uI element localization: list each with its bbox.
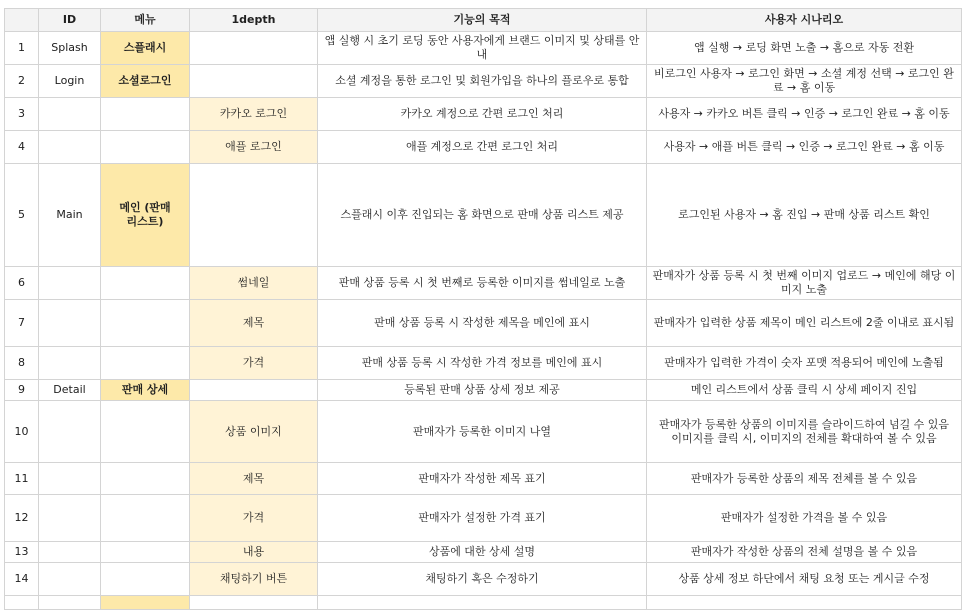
table-row bbox=[5, 267, 962, 300]
depth-cell[interactable] bbox=[190, 380, 318, 401]
row-number-cell[interactable]: 3 bbox=[5, 98, 39, 131]
table-row bbox=[5, 495, 962, 542]
header-row bbox=[5, 9, 962, 32]
menu-cell[interactable] bbox=[101, 300, 190, 347]
scenario-cell[interactable]: 상품 상세 정보 하단에서 채팅 요청 또는 게시글 수정 bbox=[647, 563, 962, 596]
depth-cell[interactable]: 제목 bbox=[190, 300, 318, 347]
scenario-cell[interactable] bbox=[647, 596, 962, 610]
id-cell[interactable] bbox=[39, 542, 101, 563]
id-cell[interactable] bbox=[39, 596, 101, 610]
row-number-cell[interactable]: 1 bbox=[5, 32, 39, 65]
row-number-cell[interactable]: 6 bbox=[5, 267, 39, 300]
menu-cell[interactable] bbox=[101, 495, 190, 542]
menu-cell[interactable] bbox=[101, 267, 190, 300]
purpose-cell[interactable]: 판매 상품 등록 시 작성한 제목을 메인에 표시 bbox=[318, 300, 647, 347]
menu-cell[interactable] bbox=[101, 401, 190, 463]
purpose-cell[interactable]: 판매자가 등록한 이미지 나열 bbox=[318, 401, 647, 463]
row-number-cell[interactable]: 4 bbox=[5, 131, 39, 164]
scenario-cell[interactable]: 판매자가 상품 등록 시 첫 번째 이미지 업로드 → 메인에 해당 이미지 노출 bbox=[647, 267, 962, 300]
table-row bbox=[5, 542, 962, 563]
purpose-cell[interactable]: 등록된 판매 상품 상세 정보 제공 bbox=[318, 380, 647, 401]
depth-cell[interactable]: 제목 bbox=[190, 463, 318, 495]
row-number-cell[interactable]: 9 bbox=[5, 380, 39, 401]
row-number-cell[interactable]: 11 bbox=[5, 463, 39, 495]
scenario-cell[interactable]: 판매자가 작성한 상품의 전체 설명을 볼 수 있음 bbox=[647, 542, 962, 563]
id-cell[interactable] bbox=[39, 563, 101, 596]
header-cell-depth[interactable]: 1depth bbox=[190, 9, 318, 32]
id-cell[interactable] bbox=[39, 347, 101, 380]
id-cell[interactable] bbox=[39, 401, 101, 463]
menu-cell[interactable] bbox=[101, 542, 190, 563]
depth-cell[interactable]: 가격 bbox=[190, 495, 318, 542]
table-row bbox=[5, 401, 962, 463]
id-cell[interactable]: Login bbox=[39, 65, 101, 98]
depth-cell[interactable]: 애플 로그인 bbox=[190, 131, 318, 164]
depth-cell[interactable]: 카카오 로그인 bbox=[190, 98, 318, 131]
depth-cell[interactable] bbox=[190, 32, 318, 65]
purpose-cell[interactable]: 스플래시 이후 진입되는 홈 화면으로 판매 상품 리스트 제공 bbox=[318, 164, 647, 267]
scenario-cell[interactable]: 앱 실행 → 로딩 화면 노출 → 홈으로 자동 전환 bbox=[647, 32, 962, 65]
header-cell-scenario[interactable]: 사용자 시나리오 bbox=[647, 9, 962, 32]
header-cell-id[interactable]: ID bbox=[39, 9, 101, 32]
purpose-cell[interactable]: 판매자가 설정한 가격 표기 bbox=[318, 495, 647, 542]
table-row bbox=[5, 131, 962, 164]
header-cell-menu[interactable]: 메뉴 bbox=[101, 9, 190, 32]
scenario-cell[interactable]: 메인 리스트에서 상품 클릭 시 상세 페이지 진입 bbox=[647, 380, 962, 401]
row-number-cell[interactable]: 12 bbox=[5, 495, 39, 542]
row-number-cell[interactable]: 7 bbox=[5, 300, 39, 347]
scenario-cell[interactable]: 로그인된 사용자 → 홈 진입 → 판매 상품 리스트 확인 bbox=[647, 164, 962, 267]
menu-cell[interactable] bbox=[101, 98, 190, 131]
id-cell[interactable] bbox=[39, 267, 101, 300]
scenario-cell[interactable]: 판매자가 입력한 가격이 숫자 포맷 적용되어 메인에 노출됨 bbox=[647, 347, 962, 380]
id-cell[interactable] bbox=[39, 463, 101, 495]
scenario-cell[interactable]: 비로그인 사용자 → 로그인 화면 → 소셜 계정 선택 → 로그인 완료 → 홈 이동 bbox=[647, 65, 962, 98]
purpose-cell[interactable]: 판매자가 작성한 제목 표기 bbox=[318, 463, 647, 495]
purpose-cell[interactable]: 애플 계정으로 간편 로그인 처리 bbox=[318, 131, 647, 164]
scenario-cell[interactable]: 판매자가 등록한 상품의 이미지를 슬라이드하여 넘길 수 있음 이미지를 클릭 시, 이미지의 전체를 확대하여 볼 수 있음 bbox=[647, 401, 962, 463]
purpose-cell[interactable] bbox=[318, 596, 647, 610]
depth-cell[interactable] bbox=[190, 65, 318, 98]
row-number-cell[interactable]: 8 bbox=[5, 347, 39, 380]
depth-cell[interactable]: 채팅하기 버튼 bbox=[190, 563, 318, 596]
depth-cell[interactable]: 썸네일 bbox=[190, 267, 318, 300]
scenario-cell[interactable]: 판매자가 입력한 상품 제목이 메인 리스트에 2줄 이내로 표시됨 bbox=[647, 300, 962, 347]
menu-cell[interactable] bbox=[101, 347, 190, 380]
feature-spec-table bbox=[4, 8, 962, 610]
row-number-cell[interactable]: 2 bbox=[5, 65, 39, 98]
table-row bbox=[5, 65, 962, 98]
header-cell-purpose[interactable]: 기능의 목적 bbox=[318, 9, 647, 32]
scenario-cell[interactable]: 판매자가 등록한 상품의 제목 전체를 볼 수 있음 bbox=[647, 463, 962, 495]
table-row bbox=[5, 380, 962, 401]
menu-cell[interactable]: 스플래시 bbox=[101, 32, 190, 65]
header-cell-row-number[interactable] bbox=[5, 9, 39, 32]
depth-cell[interactable]: 내용 bbox=[190, 542, 318, 563]
id-cell[interactable]: Detail bbox=[39, 380, 101, 401]
menu-cell[interactable]: 판매 상세 bbox=[101, 380, 190, 401]
menu-cell[interactable]: 소셜로그인 bbox=[101, 65, 190, 98]
purpose-cell[interactable]: 앱 실행 시 초기 로딩 동안 사용자에게 브랜드 이미지 및 상태를 안내 bbox=[318, 32, 647, 65]
scenario-cell[interactable]: 판매자가 설정한 가격을 볼 수 있음 bbox=[647, 495, 962, 542]
id-cell[interactable] bbox=[39, 131, 101, 164]
table-row bbox=[5, 98, 962, 131]
row-number-cell[interactable]: 5 bbox=[5, 164, 39, 267]
table-row bbox=[5, 32, 962, 65]
row-number-cell[interactable] bbox=[5, 596, 39, 610]
menu-cell[interactable] bbox=[101, 596, 190, 610]
row-number-cell[interactable]: 13 bbox=[5, 542, 39, 563]
purpose-cell[interactable]: 판매 상품 등록 시 작성한 가격 정보를 메인에 표시 bbox=[318, 347, 647, 380]
table-row bbox=[5, 563, 962, 596]
table-row bbox=[5, 300, 962, 347]
row-number-cell[interactable]: 10 bbox=[5, 401, 39, 463]
table-row bbox=[5, 347, 962, 380]
depth-cell[interactable] bbox=[190, 596, 318, 610]
depth-cell[interactable]: 가격 bbox=[190, 347, 318, 380]
purpose-cell[interactable]: 소셜 계정을 통한 로그인 및 회원가입을 하나의 플로우로 통합 bbox=[318, 65, 647, 98]
depth-cell[interactable] bbox=[190, 164, 318, 267]
scenario-cell[interactable]: 사용자 → 애플 버튼 클릭 → 인증 → 로그인 완료 → 홈 이동 bbox=[647, 131, 962, 164]
row-number-cell[interactable]: 14 bbox=[5, 563, 39, 596]
scenario-cell[interactable]: 사용자 → 카카오 버튼 클릭 → 인증 → 로그인 완료 → 홈 이동 bbox=[647, 98, 962, 131]
depth-cell[interactable]: 상품 이미지 bbox=[190, 401, 318, 463]
purpose-cell[interactable]: 채팅하기 혹은 수정하기 bbox=[318, 563, 647, 596]
menu-cell[interactable] bbox=[101, 131, 190, 164]
purpose-cell[interactable]: 카카오 계정으로 간편 로그인 처리 bbox=[318, 98, 647, 131]
menu-cell[interactable] bbox=[101, 463, 190, 495]
id-cell[interactable] bbox=[39, 300, 101, 347]
purpose-cell[interactable]: 상품에 대한 상세 설명 bbox=[318, 542, 647, 563]
purpose-cell[interactable]: 판매 상품 등록 시 첫 번째로 등록한 이미지를 썸네일로 노출 bbox=[318, 267, 647, 300]
menu-cell[interactable]: 메인 (판매 리스트) bbox=[101, 164, 190, 267]
table-row bbox=[5, 463, 962, 495]
table-row bbox=[5, 164, 962, 267]
id-cell[interactable]: Splash bbox=[39, 32, 101, 65]
menu-cell[interactable] bbox=[101, 563, 190, 596]
id-cell[interactable]: Main bbox=[39, 164, 101, 267]
table-row bbox=[5, 596, 962, 610]
id-cell[interactable] bbox=[39, 495, 101, 542]
id-cell[interactable] bbox=[39, 98, 101, 131]
